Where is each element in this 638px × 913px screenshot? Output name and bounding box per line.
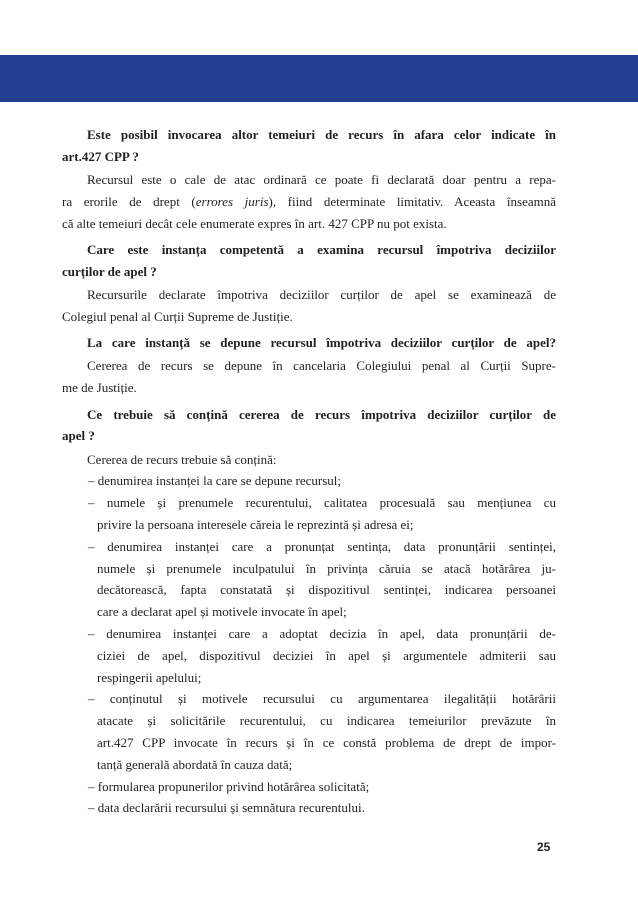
list-item-line: art.427 CPP invocate în recurs și în ce constă problema de drept de impor- (97, 735, 556, 751)
page-body (62, 124, 556, 819)
list-item-line: – conținutul și motivele recursului cu argumentarea ilegalității hotărârii (88, 691, 556, 707)
list-item-line: privire la persoana interesele căreia le reprezintă și adresa ei; (97, 517, 414, 533)
list-item-line: decătorească, fapta constatată și dispozitivul sentinței, indicarea persoanei (97, 582, 556, 598)
requirements-list (62, 470, 556, 819)
answer-line (62, 191, 556, 213)
question-line: Care este instanța competentă a examina recursul împotriva deciziilor (87, 241, 556, 257)
question-block-1 (62, 124, 556, 168)
list-item (62, 492, 556, 536)
question-line: Este posibil invocarea altor temeiuri de recurs în afara celor indicate în (87, 127, 556, 142)
list-item (62, 536, 556, 623)
list-item-line: respingerii apelului; (97, 669, 202, 685)
question-block-4 (62, 404, 556, 448)
question-block-3 (62, 332, 556, 354)
answer-block-4 (62, 449, 556, 820)
list-item (62, 688, 556, 775)
list-item-line: atacate și solicitările recurentului, cu indicarea temeiurilor prevăzute în (97, 713, 556, 729)
answer-block-1 (62, 169, 556, 234)
answer-line: Colegiul penal al Curții Supreme de Justiție. (62, 308, 293, 324)
list-item-line: care a declarat apel și motivele invocate în apel; (97, 604, 347, 620)
list-item-line: – numele și prenumele recurentului, calitatea procesuală sau mențiunea cu (88, 495, 556, 511)
list-item-line: tanță generală abordată în cauza dată; (97, 756, 293, 772)
list-item-line: numele și prenumele inculpatului în privința căruia se atacă hotărârea ju- (97, 560, 556, 576)
list-item-line: – formularea propunerilor privind hotărârea solicitată; (88, 778, 370, 794)
answer-block-3 (62, 355, 556, 399)
latin-term: errores juris (195, 193, 269, 209)
list-item (62, 470, 556, 492)
answer-line: Recursul este o cale de atac ordinară ce poate fi declarată doar pentru a repa- (87, 172, 556, 188)
question-line: art.427 CPP ? (62, 148, 139, 164)
list-item (62, 797, 556, 819)
answer-line: Recursurile declarate împotriva deciziilor curților de apel se examinează de (87, 287, 556, 303)
answer-line: me de Justiție. (62, 380, 137, 396)
question-line: La care instanță se depune recursul împotriva deciziilor curților de apel? (87, 335, 556, 351)
question-line: apel ? (62, 428, 95, 444)
list-item (62, 776, 556, 798)
question-block-2 (62, 239, 556, 283)
answer-block-2 (62, 284, 556, 328)
answer-text: ), fiind determinate limitativ. Aceasta înseamnă (268, 193, 556, 209)
list-item (62, 623, 556, 688)
list-item-line: – denumirea instanței la care se depune recursul; (88, 473, 342, 489)
answer-line: că alte temeiuri decât cele enumerate expres în art. 427 CPP nu pot exista. (62, 215, 447, 231)
list-item-line: – denumirea instanței care a pronunțat sentința, data pronunțării sentinței, (88, 538, 556, 554)
list-intro: Cererea de recurs trebuie să conțină: (87, 451, 277, 467)
answer-line: Cererea de recurs se depune în cancelaria Colegiului penal al Curții Supre- (87, 358, 556, 374)
list-item-line: – data declarării recursului și semnătura recurentului. (88, 800, 365, 816)
answer-text: ra erorile de drept ( (62, 193, 196, 209)
list-item-line: ciziei de apel, dispozitivul deciziei în apel și argumentele admiterii sau (97, 647, 556, 663)
list-item-line: – denumirea instanței care a adoptat decizia în apel, data pronunțării de- (88, 626, 556, 642)
page-number: 25 (537, 840, 551, 854)
header-band (0, 55, 638, 102)
question-line: Ce trebuie să conțină cererea de recurs împotriva deciziilor curților de (87, 406, 556, 422)
question-line: curților de apel ? (62, 263, 157, 279)
